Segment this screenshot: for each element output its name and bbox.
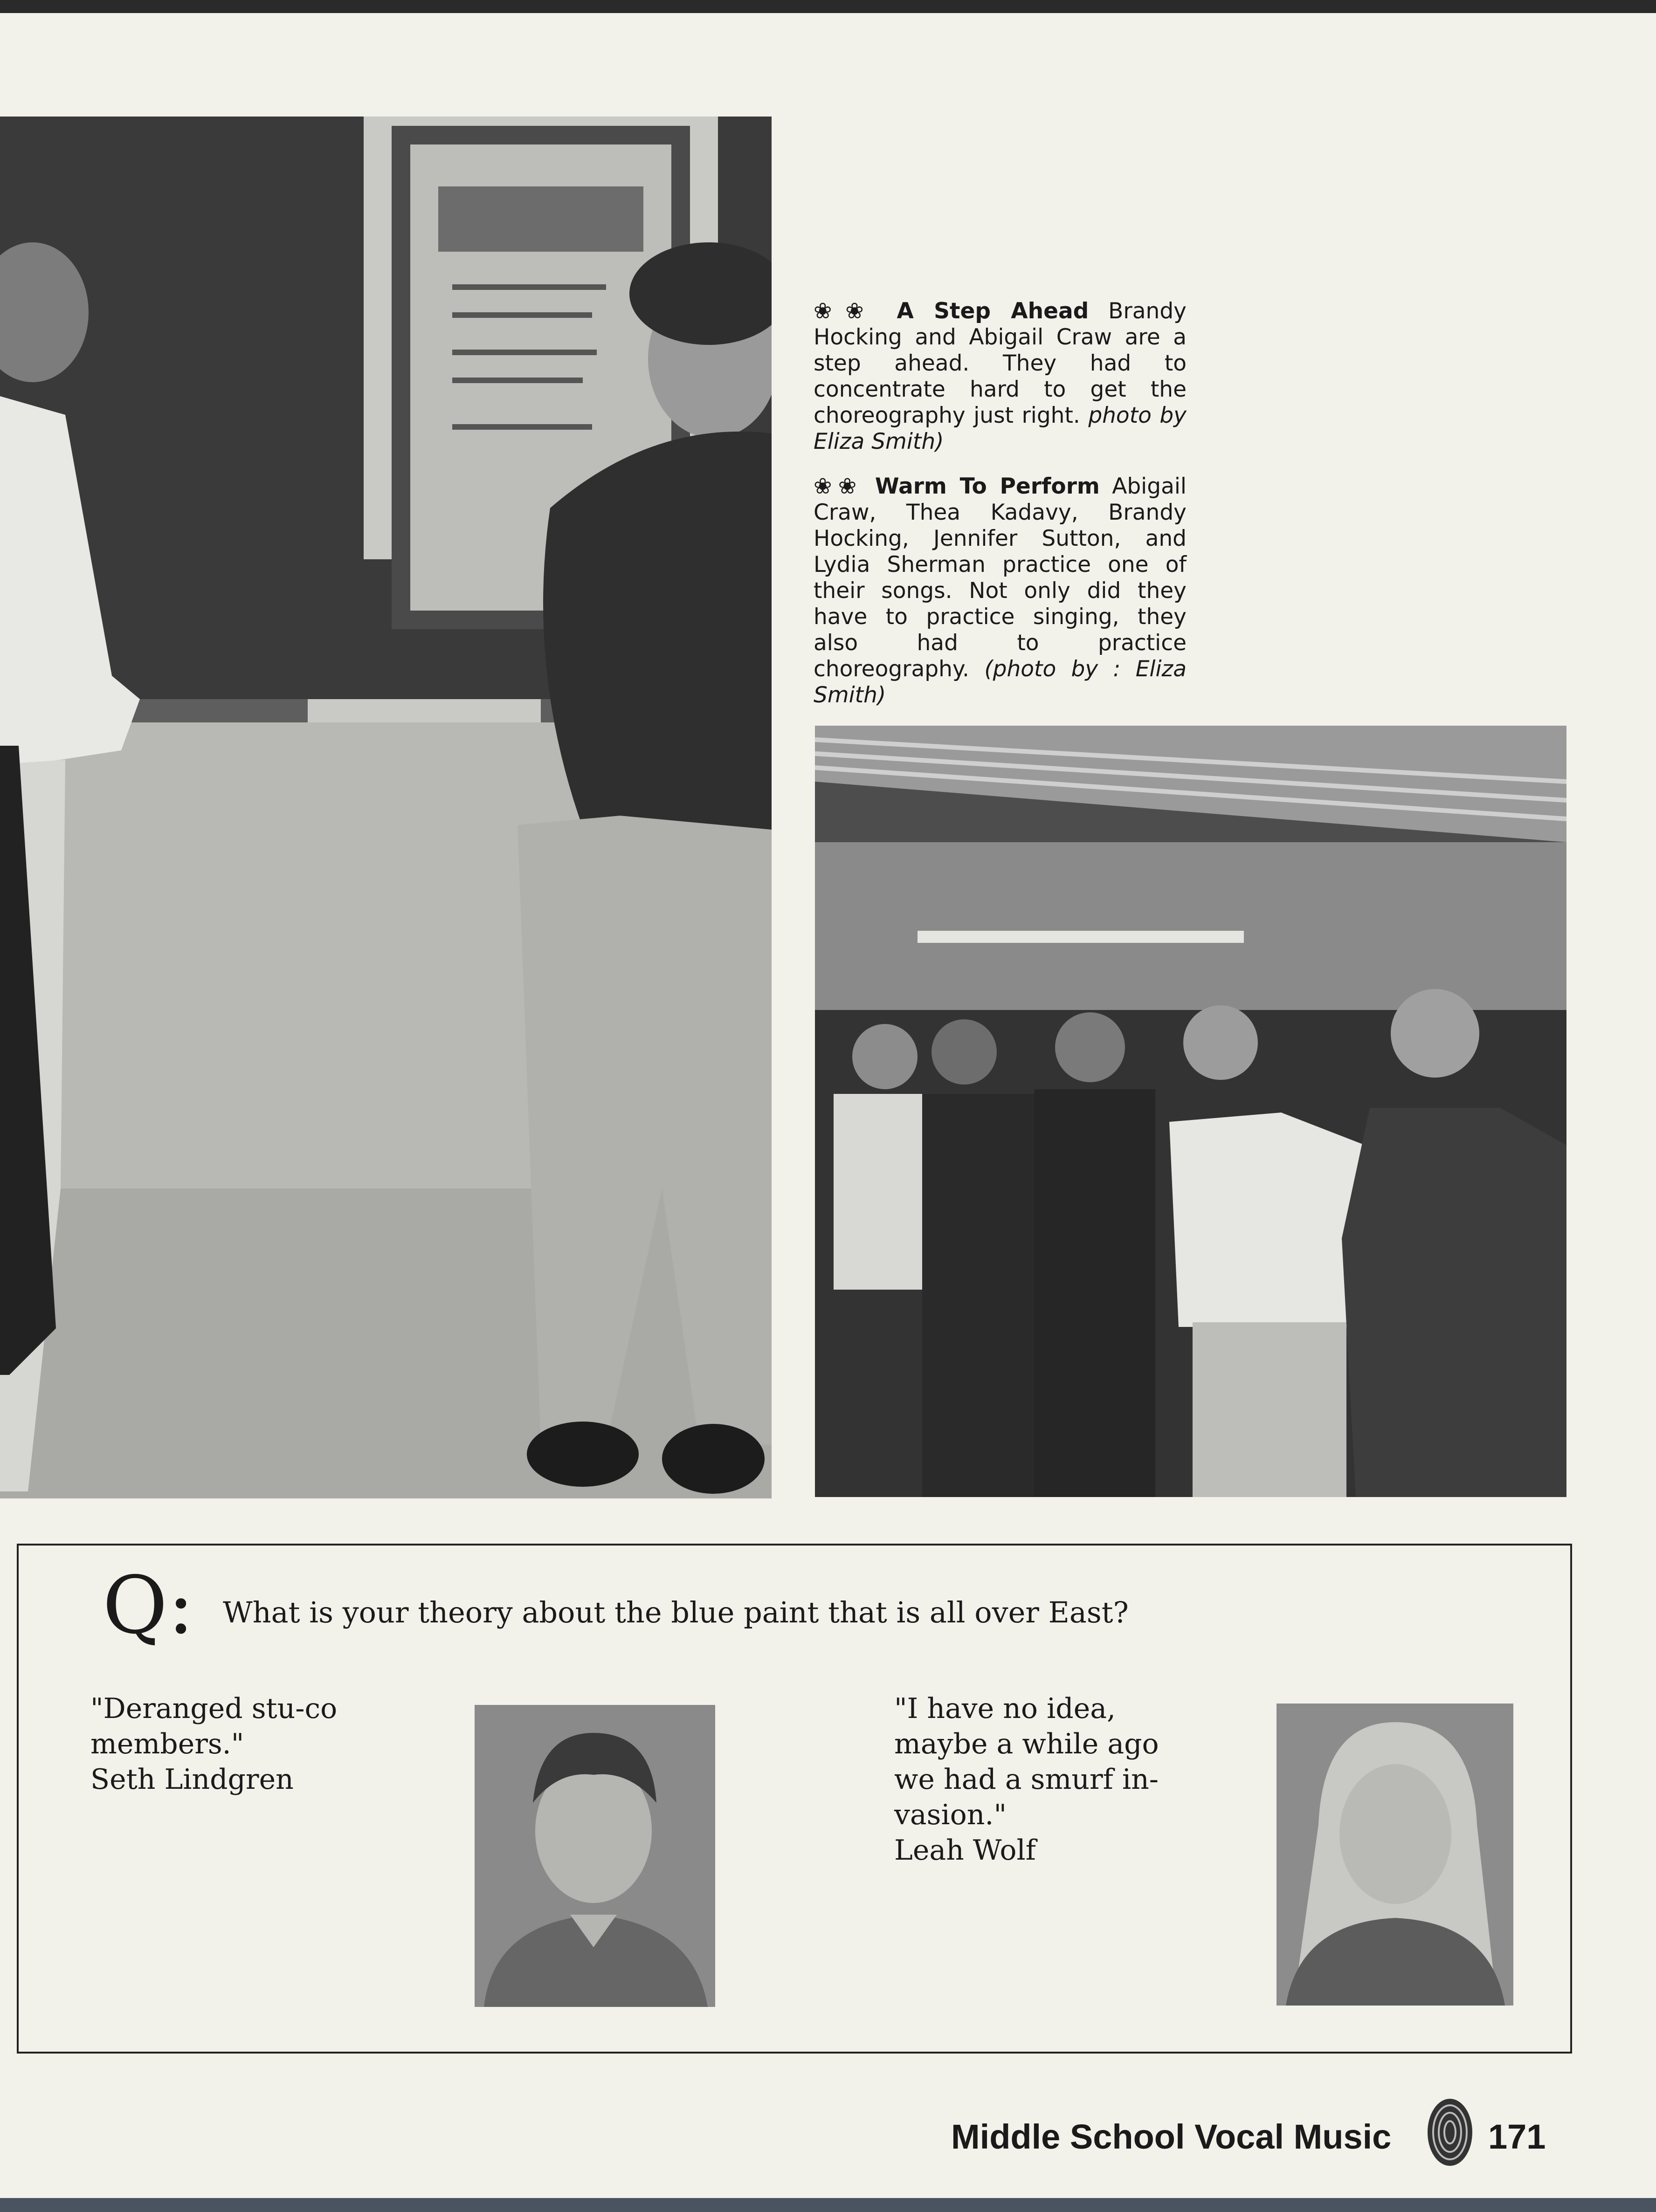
answer-line: we had a smurf in-: [894, 1763, 1159, 1796]
answer-author: Leah Wolf: [894, 1834, 1036, 1867]
dancer-photo: [0, 117, 772, 1498]
answer-quote: [90, 1691, 435, 1797]
answer-line: members.": [90, 1728, 244, 1760]
scan-top-edge: [0, 0, 1656, 13]
answer-line: maybe a while ago: [894, 1728, 1159, 1760]
caption-headline: Warm To Perform: [875, 474, 1100, 499]
answer-author: Seth Lindgren: [90, 1763, 294, 1796]
caption-headline: A Step Ahead: [897, 298, 1089, 324]
caption-bullet-icon: ❀❀: [814, 298, 877, 324]
answer-line: vasion.": [894, 1799, 1007, 1831]
section-title: Middle School Vocal Music: [951, 2117, 1392, 2156]
answer-line: "I have no idea,: [894, 1692, 1116, 1725]
caption-credit: photo by Eliza Smith): [814, 403, 1187, 454]
page-number: 171: [1488, 2117, 1546, 2156]
caption-warm-to-perform: [814, 474, 1187, 708]
caption-credit: (photo by : Eliza Smith): [814, 656, 1187, 708]
caption-step-ahead: [814, 298, 1187, 455]
question-label: Q:: [103, 1559, 194, 1652]
answer-line: "Deranged stu-co: [90, 1692, 338, 1725]
scan-bottom-edge: [0, 2198, 1656, 2212]
portrait-photo-girl: [1276, 1704, 1513, 2006]
group-rehearsal-photo: [815, 726, 1566, 1497]
caption-body: Abigail Craw, Thea Kadavy, Brandy Hocking, Jennifer Sutton, and Lydia Sherman practice one of their songs. Not only did they have to practice singing, they also had to practice choreography.: [814, 474, 1187, 682]
caption-bullet-icon: ❀❀: [814, 474, 863, 499]
caption-body: Brandy Hocking and Abigail Craw are a step ahead. They had to concentrate hard to get the choreography just right.: [814, 298, 1187, 428]
question-text: What is your theory about the blue paint that is all over East?: [223, 1595, 1129, 1629]
portrait-photo-boy: [475, 1705, 715, 2007]
answer-quote: [894, 1691, 1239, 1868]
photo-captions: [814, 298, 1187, 727]
fingerprint-icon: [1424, 2095, 1476, 2170]
